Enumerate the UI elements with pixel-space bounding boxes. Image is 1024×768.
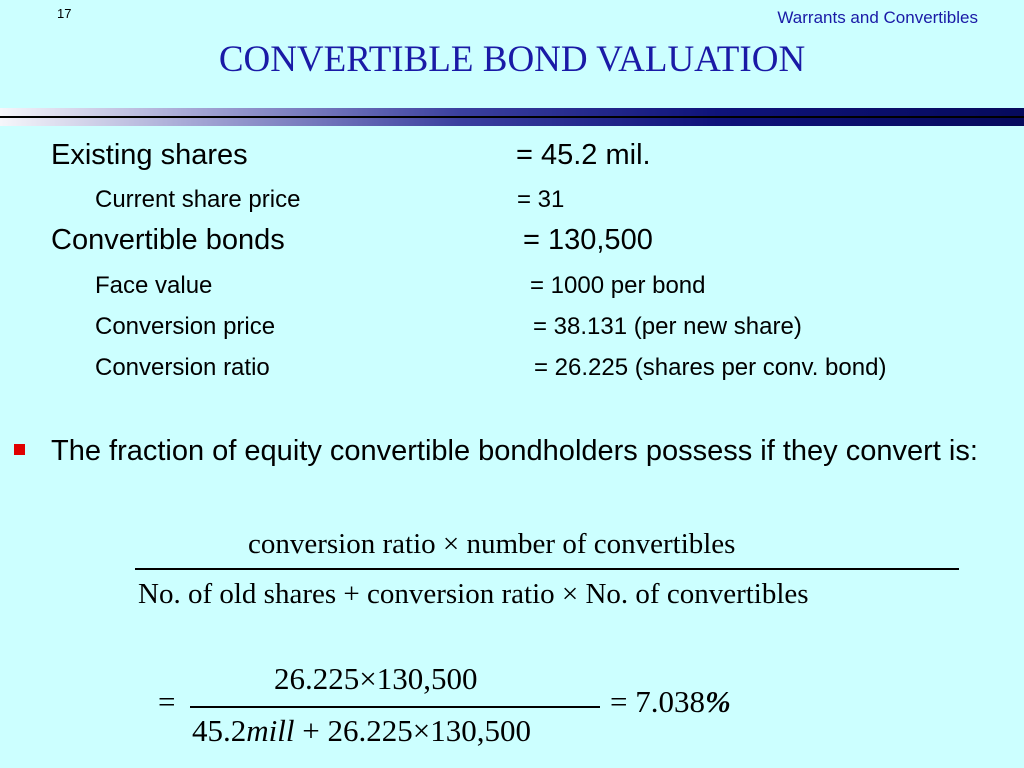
formula-denominator: No. of old shares + conversion ratio × No. of convertibles [138, 578, 809, 610]
calc-equals: = [158, 684, 176, 719]
conversion-ratio-value: = 26.225 (shares per conv. bond) [534, 354, 887, 381]
formula-numerator: conversion ratio × number of convertibles [248, 528, 736, 560]
conversion-ratio-label: Conversion ratio [95, 354, 270, 381]
calc-result [610, 684, 731, 720]
conversion-price-label: Conversion price [95, 313, 276, 340]
conversion-price-value: = 38.131 (per new share) [533, 313, 802, 340]
calc-denominator [192, 713, 531, 749]
title-divider [0, 108, 1024, 126]
existing-shares-label: Existing shares [51, 139, 248, 171]
share-price-value: = 31 [517, 186, 565, 213]
face-value-label: Face value [95, 272, 213, 299]
calc-denominator-b: + 26.225×130,500 [294, 713, 531, 748]
calc-numerator: 26.225×130,500 [274, 661, 478, 696]
calc-percent-sign: % [704, 684, 731, 719]
calc-result-value: = 7.038 [610, 684, 705, 719]
face-value-value: = 1000 per bond [530, 272, 706, 299]
slide-number: 17 [57, 6, 72, 21]
convertible-bonds-label: Convertible bonds [51, 224, 285, 256]
bullet-text: The fraction of equity convertible bondholders possess if they convert is: [51, 435, 978, 467]
calc-fraction-bar [190, 706, 600, 708]
formula-fraction-bar [135, 568, 959, 570]
share-price-label: Current share price [95, 186, 301, 213]
calc-denominator-unit: mill [246, 713, 295, 748]
page-title: CONVERTIBLE BOND VALUATION [218, 39, 806, 80]
convertible-bonds-value: = 130,500 [523, 224, 653, 256]
calc-denominator-a: 45.2 [192, 713, 247, 748]
bullet-square-icon [14, 444, 25, 455]
section-title: Warrants and Convertibles [777, 8, 978, 27]
existing-shares-value: = 45.2 mil. [516, 139, 651, 171]
